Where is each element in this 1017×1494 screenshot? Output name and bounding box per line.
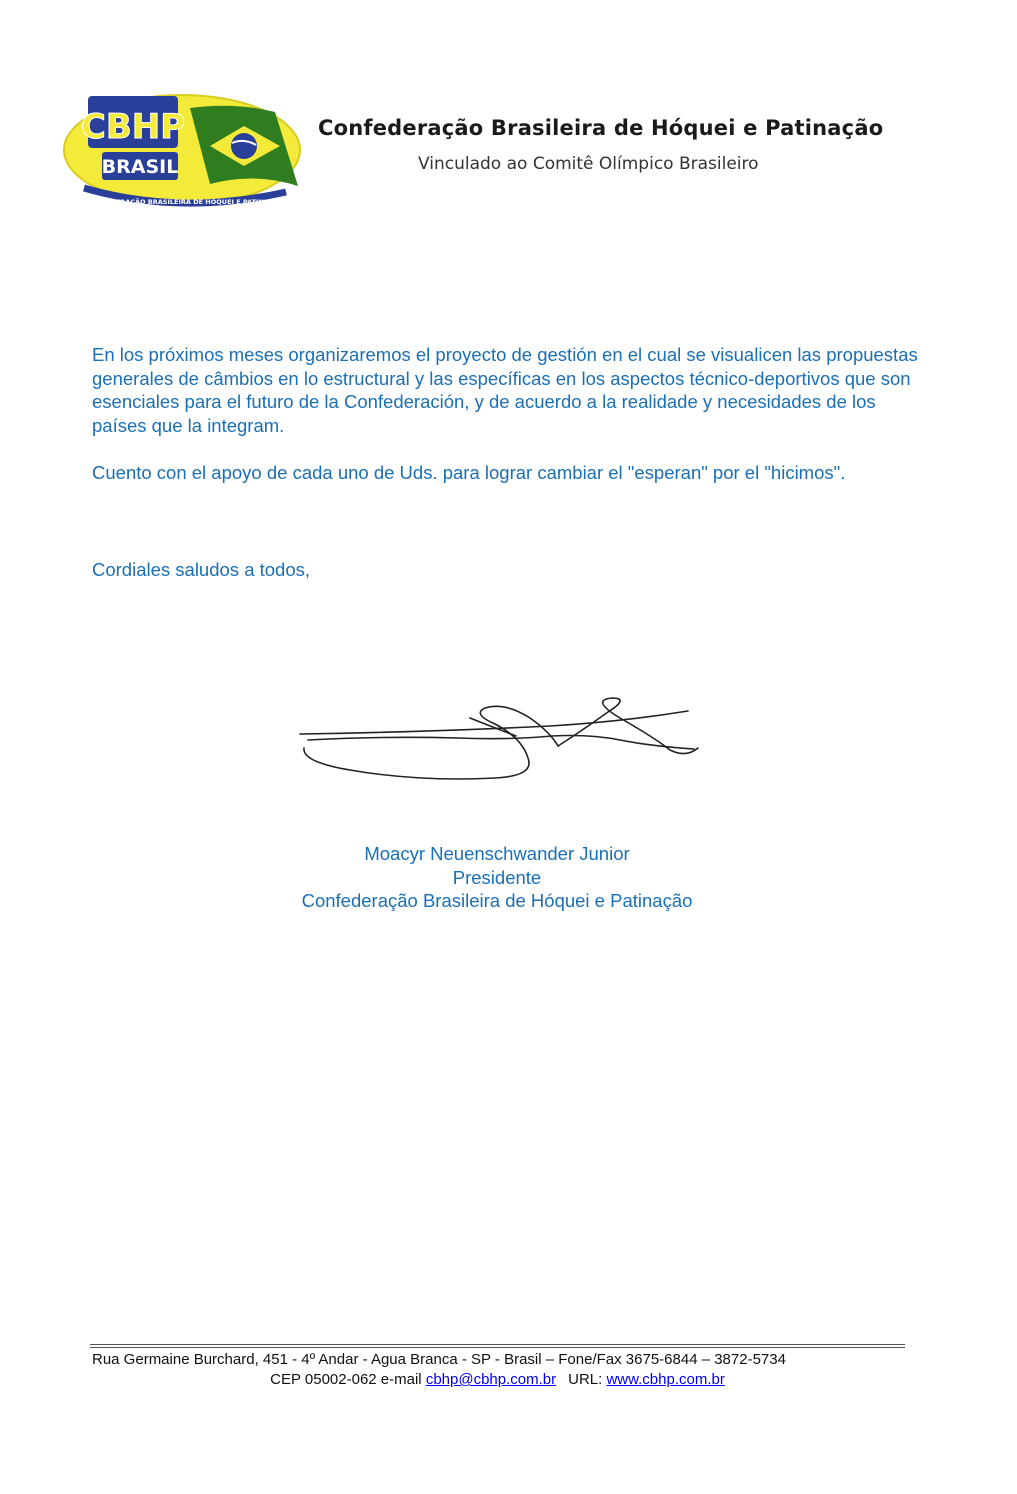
organization-subtitle: Vinculado ao Comitê Olímpico Brasileiro bbox=[418, 154, 759, 174]
letter-closing: Cordiales saludos a todos, bbox=[92, 559, 311, 580]
organization-title: Confederação Brasileira de Hóquei e Patinação bbox=[318, 116, 884, 140]
footer-address: Rua Germaine Burchard, 451 - 4º Andar - Agua Branca - SP - Brasil – Fone/Fax 3675-6844 – 3872-5734 bbox=[92, 1351, 786, 1368]
svg-text:CONFEDERAÇÃO BRASILEIRA DE HÓQ: CONFEDERAÇÃO BRASILEIRA DE HÓQUEI E PATINAÇÃO bbox=[85, 198, 285, 206]
signatory-organization: Confederação Brasileira de Hóquei e Patinação bbox=[301, 890, 693, 911]
footer-email-link[interactable]: cbhp@cbhp.com.br bbox=[425, 1371, 557, 1388]
footer-divider-bottom bbox=[90, 1347, 905, 1348]
footer-url-label: URL: bbox=[568, 1371, 603, 1388]
svg-text:CBHP: CBHP bbox=[80, 107, 186, 147]
cbhp-logo bbox=[60, 88, 305, 218]
footer-contact bbox=[90, 1370, 905, 1390]
handwritten-signature bbox=[290, 688, 710, 788]
letter-paragraph-1: En los próximos meses organizaremos el proyecto de gestión en el cual se visualicen las propuestas generales de câmbios en lo estructural y las específicas en los aspectos técnico-deportivos que son esenciales para el futuro de la Confederación, y de acuerdo a la realidade y necesidades de los países que la integram. bbox=[92, 344, 918, 436]
footer-cep: CEP 05002-062 e-mail bbox=[270, 1371, 422, 1388]
footer-url-link[interactable]: www.cbhp.com.br bbox=[606, 1371, 725, 1388]
signatory-name: Moacyr Neuenschwander Junior bbox=[364, 843, 630, 864]
signatory-block bbox=[200, 842, 794, 913]
svg-text:BRASIL: BRASIL bbox=[101, 156, 179, 178]
signatory-role: Presidente bbox=[452, 866, 542, 888]
letter-paragraph-2: Cuento con el apoyo de cada uno de Uds. para lograr cambiar el "esperan" por el "hicimos". bbox=[92, 462, 846, 483]
footer-divider-top bbox=[90, 1344, 905, 1345]
